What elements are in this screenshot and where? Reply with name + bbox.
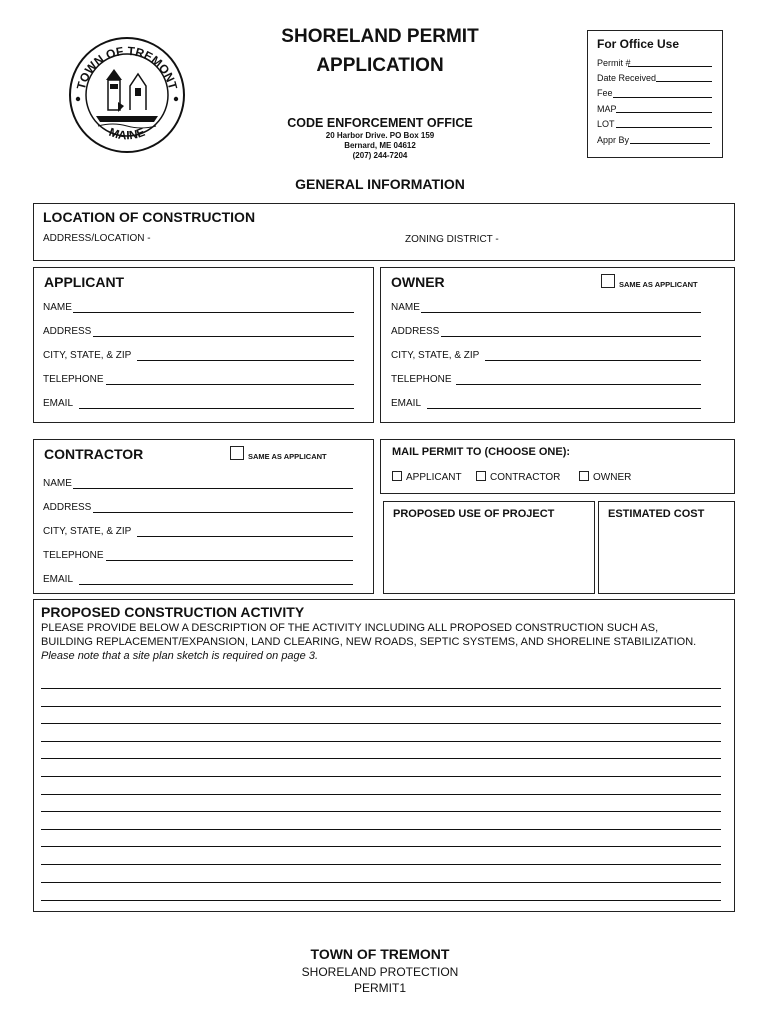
owner-address-label: ADDRESS xyxy=(391,326,440,337)
applicant-name-field[interactable] xyxy=(73,312,354,313)
town-seal-logo xyxy=(68,36,186,154)
owner-telephone-label: TELEPHONE xyxy=(391,374,452,385)
activity-instructions-line2: BUILDING REPLACEMENT/EXPANSION, LAND CLEARING, NEW ROADS, SEPTIC SYSTEMS, AND SHORELINE STABILIZATION. xyxy=(41,636,697,648)
applicant-address-label: ADDRESS xyxy=(43,326,92,337)
contractor-telephone-field[interactable] xyxy=(106,560,353,561)
office-line[interactable] xyxy=(613,97,712,98)
mail-permit-heading: MAIL PERMIT TO (CHOOSE ONE): xyxy=(392,446,571,458)
activity-line[interactable] xyxy=(41,758,721,759)
applicant-city-label: CITY, STATE, & ZIP xyxy=(43,350,132,361)
owner-email-field[interactable] xyxy=(427,408,701,409)
activity-instructions-line1: PLEASE PROVIDE BELOW A DESCRIPTION OF THE ACTIVITY INCLUDING ALL PROPOSED CONSTRUCTION SUCH AS, xyxy=(41,622,659,634)
mail-applicant-checkbox[interactable] xyxy=(392,471,402,481)
office-line[interactable] xyxy=(630,143,710,144)
contractor-address-label: ADDRESS xyxy=(43,502,92,513)
location-heading: LOCATION OF CONSTRUCTION xyxy=(43,209,256,225)
activity-line[interactable] xyxy=(41,846,721,847)
mail-option-contractor[interactable] xyxy=(476,471,560,483)
activity-line[interactable] xyxy=(41,723,721,724)
owner-city-label: CITY, STATE, & ZIP xyxy=(391,350,480,361)
mail-option-applicant[interactable] xyxy=(392,471,462,483)
office-row-date xyxy=(597,73,656,83)
mail-contractor-checkbox[interactable] xyxy=(476,471,486,481)
applicant-name-label: NAME xyxy=(43,302,72,313)
applicant-email-field[interactable] xyxy=(79,408,354,409)
general-info-title: GENERAL INFORMATION xyxy=(295,176,465,192)
contractor-city-label: CITY, STATE, & ZIP xyxy=(43,526,132,537)
owner-same-label: SAME AS APPLICANT xyxy=(619,280,698,289)
owner-city-field[interactable] xyxy=(485,360,701,361)
office-row-fee xyxy=(597,88,613,98)
form-title-line1: SHORELAND PERMIT xyxy=(281,26,479,47)
mail-owner-checkbox[interactable] xyxy=(579,471,589,481)
office-row-map xyxy=(597,104,617,114)
applicant-address-field[interactable] xyxy=(93,336,354,337)
dept-address-line2: Bernard, ME 04612 xyxy=(344,141,416,150)
activity-heading: PROPOSED CONSTRUCTION ACTIVITY xyxy=(41,604,305,620)
contractor-email-field[interactable] xyxy=(79,584,353,585)
activity-line[interactable] xyxy=(41,776,721,777)
owner-heading: OWNER xyxy=(391,274,445,290)
applicant-heading: APPLICANT xyxy=(44,274,125,290)
mail-option-label: CONTRACTOR xyxy=(490,472,561,483)
owner-address-field[interactable] xyxy=(441,336,701,337)
seal-bottom-text: MAINE xyxy=(107,124,147,143)
office-line[interactable] xyxy=(628,66,712,67)
office-line[interactable] xyxy=(656,81,712,82)
activity-line[interactable] xyxy=(41,811,721,812)
contractor-address-field[interactable] xyxy=(93,512,353,513)
office-row-label: Permit # xyxy=(597,58,631,68)
activity-note: Please note that a site plan sketch is required on page 3. xyxy=(41,650,319,662)
applicant-box xyxy=(33,267,374,423)
dept-phone: (207) 244-7204 xyxy=(352,151,408,160)
address-location-label: ADDRESS/LOCATION - xyxy=(43,233,151,244)
applicant-telephone-field[interactable] xyxy=(106,384,354,385)
contractor-same-as-applicant[interactable] xyxy=(230,446,327,464)
activity-line[interactable] xyxy=(41,882,721,883)
footer-title: TOWN OF TREMONT xyxy=(310,946,450,962)
svg-text:MAINE xyxy=(107,125,147,143)
activity-line[interactable] xyxy=(41,829,721,830)
seal-top-text: TOWN OF TREMONT xyxy=(73,43,181,92)
office-row-label: Date Received xyxy=(597,73,657,83)
dept-name: CODE ENFORCEMENT OFFICE xyxy=(287,116,473,130)
applicant-telephone-label: TELEPHONE xyxy=(43,374,104,385)
activity-line[interactable] xyxy=(41,900,721,901)
applicant-city-field[interactable] xyxy=(137,360,354,361)
office-row-label: LOT xyxy=(597,119,615,129)
owner-name-field[interactable] xyxy=(421,312,701,313)
footer-sub2: PERMIT1 xyxy=(353,981,406,995)
activity-line[interactable] xyxy=(41,794,721,795)
activity-line[interactable] xyxy=(41,741,721,742)
contractor-city-field[interactable] xyxy=(137,536,353,537)
contractor-telephone-label: TELEPHONE xyxy=(43,550,104,561)
estimated-cost-heading: ESTIMATED COST xyxy=(608,508,705,520)
owner-email-label: EMAIL xyxy=(391,398,422,409)
activity-line[interactable] xyxy=(41,706,721,707)
contractor-name-field[interactable] xyxy=(73,488,353,489)
mail-option-label: APPLICANT xyxy=(406,472,462,483)
office-row-appr xyxy=(597,135,629,145)
office-line[interactable] xyxy=(616,127,712,128)
form-title-line2: APPLICATION xyxy=(316,55,444,76)
zoning-district-label: ZONING DISTRICT - xyxy=(405,234,499,245)
activity-line[interactable] xyxy=(41,864,721,865)
owner-name-label: NAME xyxy=(391,302,420,313)
office-use-title: For Office Use xyxy=(597,37,680,51)
applicant-email-label: EMAIL xyxy=(43,398,74,409)
office-line[interactable] xyxy=(616,112,712,113)
office-row-label: Appr By xyxy=(597,135,630,145)
office-row-permit xyxy=(597,58,631,68)
mail-option-owner[interactable] xyxy=(579,471,631,483)
office-row-label: Fee xyxy=(597,88,613,98)
contractor-email-label: EMAIL xyxy=(43,574,74,585)
footer-sub1: SHORELAND PROTECTION xyxy=(301,965,459,979)
dept-address-line1: 20 Harbor Drive. PO Box 159 xyxy=(325,131,435,140)
owner-telephone-field[interactable] xyxy=(456,384,701,385)
owner-same-as-applicant[interactable] xyxy=(601,274,698,292)
activity-line[interactable] xyxy=(41,688,721,689)
contractor-same-checkbox[interactable] xyxy=(230,446,244,460)
contractor-name-label: NAME xyxy=(43,478,72,489)
contractor-same-label: SAME AS APPLICANT xyxy=(248,452,327,461)
office-row-lot xyxy=(597,119,615,129)
contractor-heading: CONTRACTOR xyxy=(44,446,144,462)
office-row-label: MAP xyxy=(597,104,617,114)
proposed-use-heading: PROPOSED USE OF PROJECT xyxy=(393,508,555,520)
owner-same-checkbox[interactable] xyxy=(601,274,615,288)
mail-option-label: OWNER xyxy=(593,472,632,483)
